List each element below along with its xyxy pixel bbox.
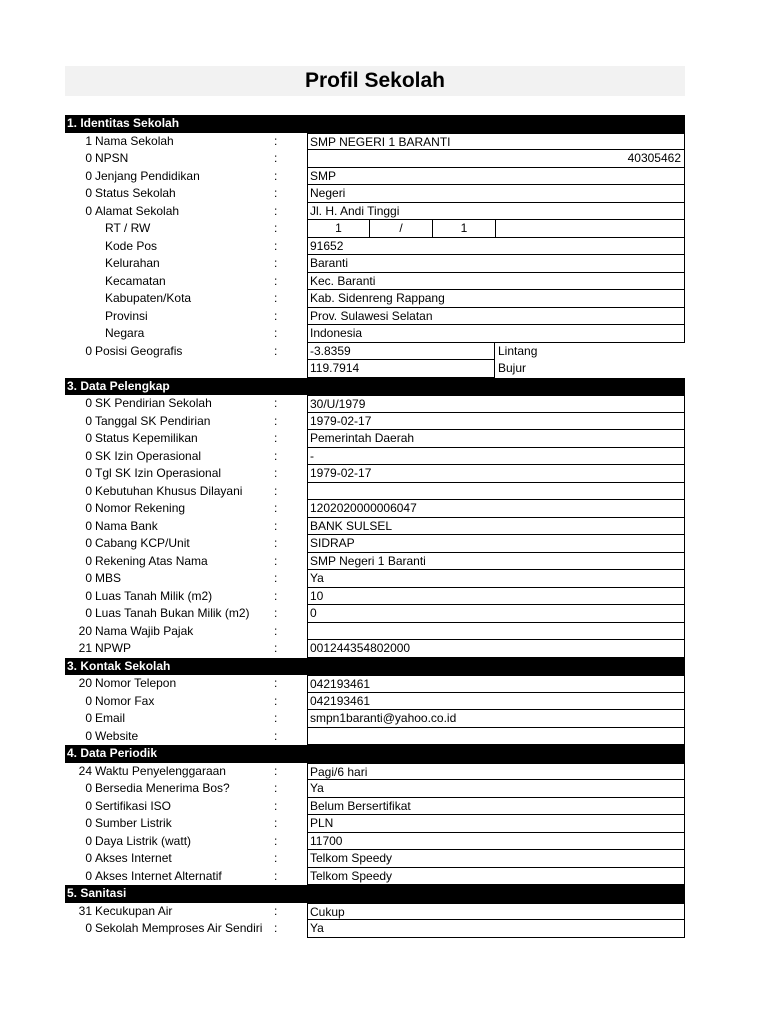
field-row-negara <box>65 325 685 343</box>
field-colon: : <box>274 816 278 830</box>
field-colon: : <box>274 518 278 533</box>
field-row <box>65 798 685 816</box>
rtrw-separator: / <box>370 220 433 238</box>
section-header-pelengkap: 3. Data Pelengkap <box>65 378 685 396</box>
field-value: 30/U/1979 <box>307 395 685 413</box>
field-colon: : <box>274 291 278 305</box>
field-label: Kecukupan Air <box>95 903 173 918</box>
field-label: RT / RW <box>105 221 151 235</box>
field-number: 0 <box>85 921 92 935</box>
field-colon: : <box>274 711 278 725</box>
field-label: Nomor Telepon <box>95 676 177 690</box>
field-number: 24 <box>78 763 92 778</box>
field-row-provinsi <box>65 308 685 326</box>
field-value: 1202020000006047 <box>307 500 685 518</box>
field-label: Jenjang Pendidikan <box>95 168 200 183</box>
field-label: Nama Wajib Pajak <box>95 623 194 638</box>
field-row-npsn <box>65 150 685 168</box>
field-row-kelurahan <box>65 255 685 273</box>
field-label: Kecamatan <box>105 273 166 288</box>
field-number: 21 <box>78 641 92 655</box>
field-number: 0 <box>85 151 92 165</box>
field-number: 0 <box>85 466 92 480</box>
lintang-label: Lintang <box>498 343 538 358</box>
field-colon: : <box>274 168 278 183</box>
field-row <box>65 535 685 553</box>
field-label: NPWP <box>95 641 131 655</box>
field-colon: : <box>274 273 278 288</box>
field-value: 11700 <box>307 833 685 851</box>
field-value: 1979-02-17 <box>307 413 685 431</box>
field-number: 0 <box>85 606 92 620</box>
field-number: 0 <box>85 501 92 515</box>
field-value: Kec. Baranti <box>307 273 685 291</box>
field-row-geo-bujur <box>65 360 685 378</box>
field-colon: : <box>274 256 278 270</box>
field-label: MBS <box>95 571 122 585</box>
field-colon: : <box>274 501 278 515</box>
field-number: 0 <box>85 518 92 533</box>
field-colon: : <box>274 763 278 778</box>
field-colon: : <box>274 483 278 498</box>
field-label: Akses Internet <box>95 851 172 865</box>
field-row <box>65 448 685 466</box>
field-label: Negara <box>105 326 145 340</box>
field-colon: : <box>274 553 278 568</box>
field-row <box>65 500 685 518</box>
field-row-kecamatan <box>65 273 685 291</box>
field-label: Cabang KCP/Unit <box>95 536 190 550</box>
field-row-nama-sekolah <box>65 133 685 151</box>
field-row <box>65 868 685 886</box>
field-number: 0 <box>85 448 92 463</box>
field-number: 0 <box>85 798 92 813</box>
field-row <box>65 518 685 536</box>
rtrw-empty <box>496 220 685 238</box>
field-value: 042193461 <box>307 693 685 711</box>
field-label: Nama Sekolah <box>95 133 174 148</box>
field-label: Email <box>95 711 126 725</box>
field-label: Luas Tanah Milik (m2) <box>95 588 213 603</box>
field-number: 0 <box>85 693 92 708</box>
field-value: SMP Negeri 1 Baranti <box>307 553 685 571</box>
field-label: Kode Pos <box>105 238 158 253</box>
field-label: Nama Bank <box>95 518 158 533</box>
field-colon: : <box>274 571 278 585</box>
field-colon: : <box>274 151 278 165</box>
field-value: 91652 <box>307 238 685 256</box>
field-colon: : <box>274 606 278 620</box>
field-number: 0 <box>85 168 92 183</box>
field-number: 0 <box>85 851 92 865</box>
field-colon: : <box>274 676 278 690</box>
field-value: smpn1baranti@yahoo.co.id <box>307 710 685 728</box>
field-value: 40305462 <box>307 150 685 168</box>
field-value: Pemerintah Daerah <box>307 430 685 448</box>
field-value: PLN <box>307 815 685 833</box>
field-value: Jl. H. Andi Tinggi <box>307 203 685 221</box>
field-number: 31 <box>78 903 92 918</box>
field-number: 0 <box>85 396 92 410</box>
field-number: 0 <box>85 413 92 428</box>
field-colon: : <box>274 536 278 550</box>
field-value: 0 <box>307 605 685 623</box>
field-row <box>65 588 685 606</box>
field-value: 001244354802000 <box>307 640 685 658</box>
field-row <box>65 413 685 431</box>
field-label: Provinsi <box>105 308 148 323</box>
rtrw-cells <box>307 220 685 238</box>
periodik-list <box>65 763 685 886</box>
field-row-jenjang <box>65 168 685 186</box>
field-row <box>65 920 685 955</box>
field-value: Ya <box>307 920 685 938</box>
field-value: 1979-02-17 <box>307 465 685 483</box>
field-colon: : <box>274 203 278 218</box>
field-value: Telkom Speedy <box>307 868 685 886</box>
field-value: Cukup <box>307 903 685 921</box>
field-row <box>65 815 685 833</box>
field-label: NPSN <box>95 151 129 165</box>
field-row-rtrw <box>65 220 685 238</box>
field-row <box>65 780 685 798</box>
field-row <box>65 850 685 868</box>
field-number: 0 <box>85 833 92 848</box>
field-colon: : <box>274 431 278 445</box>
field-value: SMP <box>307 168 685 186</box>
rt-value: 1 <box>307 220 370 238</box>
field-row <box>65 763 685 781</box>
field-label: Waktu Penyelenggaraan <box>95 763 226 778</box>
field-label: Akses Internet Alternatif <box>95 868 222 883</box>
field-label: Rekening Atas Nama <box>95 553 208 568</box>
field-row <box>65 640 685 658</box>
field-label: Sertifikasi ISO <box>95 798 172 813</box>
field-value: Ya <box>307 780 685 798</box>
field-colon: : <box>274 641 278 655</box>
field-colon: : <box>274 728 278 743</box>
field-label: Nomor Rekening <box>95 501 186 515</box>
field-value <box>307 728 685 746</box>
field-row <box>65 605 685 623</box>
field-row <box>65 833 685 851</box>
field-label: Status Kepemilikan <box>95 431 198 445</box>
field-label: Tanggal SK Pendirian <box>95 413 211 428</box>
field-colon: : <box>274 186 278 200</box>
field-number: 0 <box>85 553 92 568</box>
lintang-value: -3.8359 <box>307 343 495 361</box>
field-row <box>65 675 685 693</box>
field-colon: : <box>274 308 278 323</box>
field-row <box>65 570 685 588</box>
field-number: 0 <box>85 781 92 795</box>
field-label: Sumber Listrik <box>95 816 172 830</box>
field-colon: : <box>274 921 278 935</box>
field-row <box>65 710 685 728</box>
field-value: SMP NEGERI 1 BARANTI <box>307 133 685 151</box>
field-label: Kelurahan <box>105 256 160 270</box>
field-label: Kebutuhan Khusus Dilayani <box>95 483 243 498</box>
field-value: Baranti <box>307 255 685 273</box>
field-row-geo-lintang <box>65 343 685 361</box>
field-colon: : <box>274 781 278 795</box>
field-number: 0 <box>85 431 92 445</box>
field-number: 0 <box>85 816 92 830</box>
geo-lintang <box>307 343 685 361</box>
page-title: Profil Sekolah <box>65 66 685 96</box>
field-label: Sekolah Memproses Air Sendiri <box>95 921 263 935</box>
field-value: Belum Bersertifikat <box>307 798 685 816</box>
field-row <box>65 395 685 413</box>
field-value: Telkom Speedy <box>307 850 685 868</box>
field-colon: : <box>274 798 278 813</box>
field-value: SIDRAP <box>307 535 685 553</box>
pelengkap-list <box>65 395 685 658</box>
field-colon: : <box>274 693 278 708</box>
field-colon: : <box>274 133 278 148</box>
field-number: 0 <box>85 536 92 550</box>
field-value: Negeri <box>307 185 685 203</box>
field-row-kodepos <box>65 238 685 256</box>
field-colon: : <box>274 588 278 603</box>
field-value: - <box>307 448 685 466</box>
field-row <box>65 465 685 483</box>
field-number: 0 <box>85 571 92 585</box>
field-value: Ya <box>307 570 685 588</box>
field-colon: : <box>274 413 278 428</box>
field-label: Status Sekolah <box>95 186 176 200</box>
field-value: BANK SULSEL <box>307 518 685 536</box>
field-label: Bersedia Menerima Bos? <box>95 781 230 795</box>
section-header-identitas: 1. Identitas Sekolah <box>65 115 685 133</box>
field-number: 0 <box>85 343 92 358</box>
field-label: Posisi Geografis <box>95 343 183 358</box>
field-value: 10 <box>307 588 685 606</box>
field-colon: : <box>274 466 278 480</box>
field-row <box>65 553 685 571</box>
rw-value: 1 <box>433 220 496 238</box>
field-row <box>65 623 685 641</box>
field-number: 0 <box>85 186 92 200</box>
field-number: 20 <box>78 676 92 690</box>
sanitasi-list <box>65 903 685 956</box>
field-colon: : <box>274 851 278 865</box>
field-colon: : <box>274 326 278 340</box>
field-colon: : <box>274 623 278 638</box>
field-row-status <box>65 185 685 203</box>
field-colon: : <box>274 448 278 463</box>
field-number: 20 <box>78 623 92 638</box>
bujur-label: Bujur <box>498 361 527 375</box>
field-row <box>65 903 685 921</box>
field-colon: : <box>274 343 278 358</box>
field-label: SK Pendirian Sekolah <box>95 396 212 410</box>
section-header-sanitasi: 5. Sanitasi <box>65 885 685 903</box>
field-value: Kab. Sidenreng Rappang <box>307 290 685 308</box>
field-label: Website <box>95 728 139 743</box>
field-row <box>65 728 685 746</box>
field-number: 0 <box>85 203 92 218</box>
field-number: 0 <box>85 588 92 603</box>
field-row <box>65 693 685 711</box>
field-value: Pagi/6 hari <box>307 763 685 781</box>
field-number: 0 <box>85 483 92 498</box>
document <box>65 66 685 955</box>
field-number: 0 <box>85 711 92 725</box>
field-number: 0 <box>85 728 92 743</box>
field-label: Daya Listrik (watt) <box>95 833 192 848</box>
field-label: Kabupaten/Kota <box>105 291 192 305</box>
field-value <box>307 483 685 501</box>
field-colon: : <box>274 833 278 848</box>
field-colon: : <box>274 221 278 235</box>
kontak-list <box>65 675 685 745</box>
field-label: Alamat Sekolah <box>95 203 180 218</box>
field-row-alamat <box>65 203 685 221</box>
field-colon: : <box>274 903 278 918</box>
field-label: Luas Tanah Bukan Milik (m2) <box>95 606 250 620</box>
field-label: Tgl SK Izin Operasional <box>95 466 222 480</box>
section-header-kontak: 3. Kontak Sekolah <box>65 658 685 676</box>
field-row-kabupaten <box>65 290 685 308</box>
field-number: 1 <box>85 133 92 148</box>
field-label: Nomor Fax <box>95 693 155 708</box>
field-label: SK Izin Operasional <box>95 448 202 463</box>
field-value <box>307 623 685 641</box>
bujur-value: 119.7914 <box>307 360 495 378</box>
field-number: 0 <box>85 868 92 883</box>
field-row <box>65 483 685 501</box>
geo-bujur <box>307 360 685 378</box>
field-colon: : <box>274 238 278 253</box>
field-value: Indonesia <box>307 325 685 343</box>
field-colon: : <box>274 868 278 883</box>
field-colon: : <box>274 396 278 410</box>
field-value: 042193461 <box>307 675 685 693</box>
field-value: Prov. Sulawesi Selatan <box>307 308 685 326</box>
field-row <box>65 430 685 448</box>
section-header-periodik: 4. Data Periodik <box>65 745 685 763</box>
